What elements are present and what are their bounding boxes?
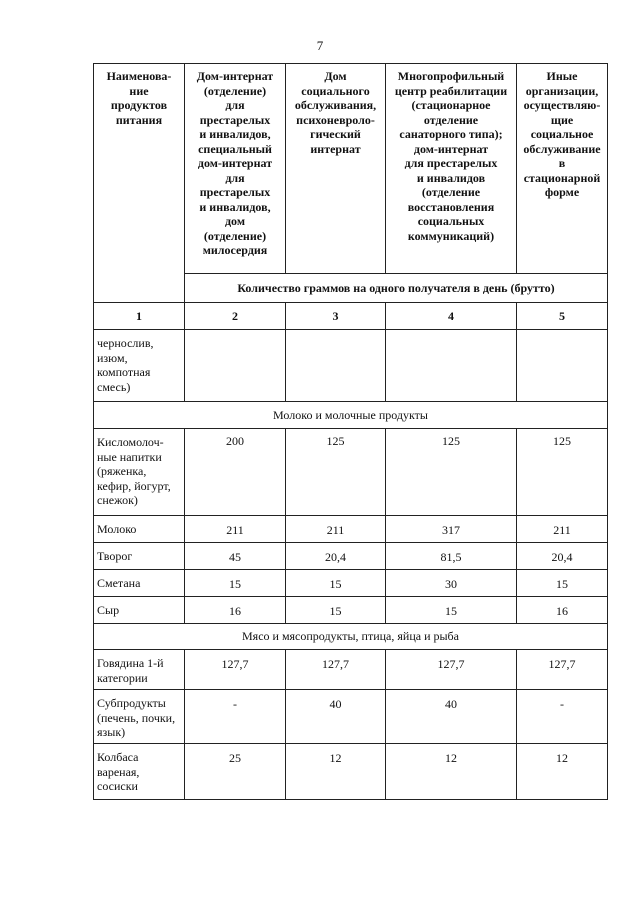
product-name-cell: Колбаса вареная, сосиски bbox=[94, 744, 185, 800]
table-row bbox=[94, 650, 608, 690]
header-product-name: Наименова- ние продуктов питания bbox=[94, 64, 185, 303]
column-number-2: 2 bbox=[185, 303, 286, 330]
value-cell: 211 bbox=[185, 516, 286, 543]
table-row bbox=[94, 597, 608, 624]
value-cell: 45 bbox=[185, 543, 286, 570]
header-col-2: Дом-интернат (отделение) для престарелых и инвалидов, специальный дом-интернат для престарелых и инвалидов, дом (отделение) милосердия bbox=[185, 64, 286, 274]
value-cell: 25 bbox=[185, 744, 286, 800]
header-col-5: Иные организации, осуществляю- щие социальное обслуживание в стационарной форме bbox=[517, 64, 608, 274]
value-cell: - bbox=[517, 690, 608, 744]
value-cell: 125 bbox=[517, 429, 608, 516]
value-cell: 127,7 bbox=[185, 650, 286, 690]
section-heading-dairy: Молоко и молочные продукты bbox=[94, 402, 608, 429]
header-col-3: Дом социального обслуживания, психоневроло- гический интернат bbox=[286, 64, 386, 274]
section-row bbox=[94, 624, 608, 650]
column-numbers-row bbox=[94, 303, 608, 330]
column-number-5: 5 bbox=[517, 303, 608, 330]
product-name-cell: чернослив, изюм, компотная смесь) bbox=[94, 330, 185, 402]
value-cell: 15 bbox=[286, 570, 386, 597]
value-cell: 40 bbox=[386, 690, 517, 744]
value-cell: - bbox=[185, 690, 286, 744]
table-row bbox=[94, 330, 608, 402]
food-norms-table bbox=[93, 63, 608, 800]
value-cell: 30 bbox=[386, 570, 517, 597]
product-name-cell: Сыр bbox=[94, 597, 185, 624]
value-cell bbox=[386, 330, 517, 402]
product-name-cell: Кисломолоч- ные напитки (ряженка, кефир, йогурт, снежок) bbox=[94, 429, 185, 516]
value-cell bbox=[517, 330, 608, 402]
value-cell bbox=[286, 330, 386, 402]
value-cell: 211 bbox=[286, 516, 386, 543]
value-cell: 125 bbox=[386, 429, 517, 516]
value-cell bbox=[185, 330, 286, 402]
product-name-cell: Субпродукты (печень, почки, язык) bbox=[94, 690, 185, 744]
section-heading-meat: Мясо и мясопродукты, птица, яйца и рыба bbox=[94, 624, 608, 650]
product-name-cell: Сметана bbox=[94, 570, 185, 597]
value-cell: 15 bbox=[286, 597, 386, 624]
product-name-cell: Творог bbox=[94, 543, 185, 570]
product-name-cell: Говядина 1-й категории bbox=[94, 650, 185, 690]
column-number-3: 3 bbox=[286, 303, 386, 330]
value-cell: 127,7 bbox=[286, 650, 386, 690]
value-cell: 20,4 bbox=[286, 543, 386, 570]
value-cell: 12 bbox=[286, 744, 386, 800]
value-cell: 127,7 bbox=[386, 650, 517, 690]
value-cell: 127,7 bbox=[517, 650, 608, 690]
value-cell: 15 bbox=[185, 570, 286, 597]
value-cell: 317 bbox=[386, 516, 517, 543]
quantity-caption: Количество граммов на одного получателя в день (брутто) bbox=[185, 274, 608, 303]
table-row bbox=[94, 429, 608, 516]
value-cell: 12 bbox=[386, 744, 517, 800]
section-row bbox=[94, 402, 608, 429]
value-cell: 125 bbox=[286, 429, 386, 516]
table-row bbox=[94, 744, 608, 800]
value-cell: 15 bbox=[386, 597, 517, 624]
header-col-4: Многопрофильный центр реабилитации (стационарное отделение санаторного типа); дом-интернат для престарелых и инвалидов (отделение восстановления социальных коммуникаций) bbox=[386, 64, 517, 274]
table-row bbox=[94, 570, 608, 597]
column-number-1: 1 bbox=[94, 303, 185, 330]
table-row bbox=[94, 516, 608, 543]
value-cell: 15 bbox=[517, 570, 608, 597]
value-cell: 16 bbox=[185, 597, 286, 624]
value-cell: 16 bbox=[517, 597, 608, 624]
table-row bbox=[94, 690, 608, 744]
value-cell: 81,5 bbox=[386, 543, 517, 570]
table-row bbox=[94, 543, 608, 570]
value-cell: 40 bbox=[286, 690, 386, 744]
product-name-cell: Молоко bbox=[94, 516, 185, 543]
header-row bbox=[94, 64, 608, 274]
value-cell: 12 bbox=[517, 744, 608, 800]
value-cell: 200 bbox=[185, 429, 286, 516]
value-cell: 211 bbox=[517, 516, 608, 543]
value-cell: 20,4 bbox=[517, 543, 608, 570]
page-number: 7 bbox=[316, 38, 324, 53]
column-number-4: 4 bbox=[386, 303, 517, 330]
